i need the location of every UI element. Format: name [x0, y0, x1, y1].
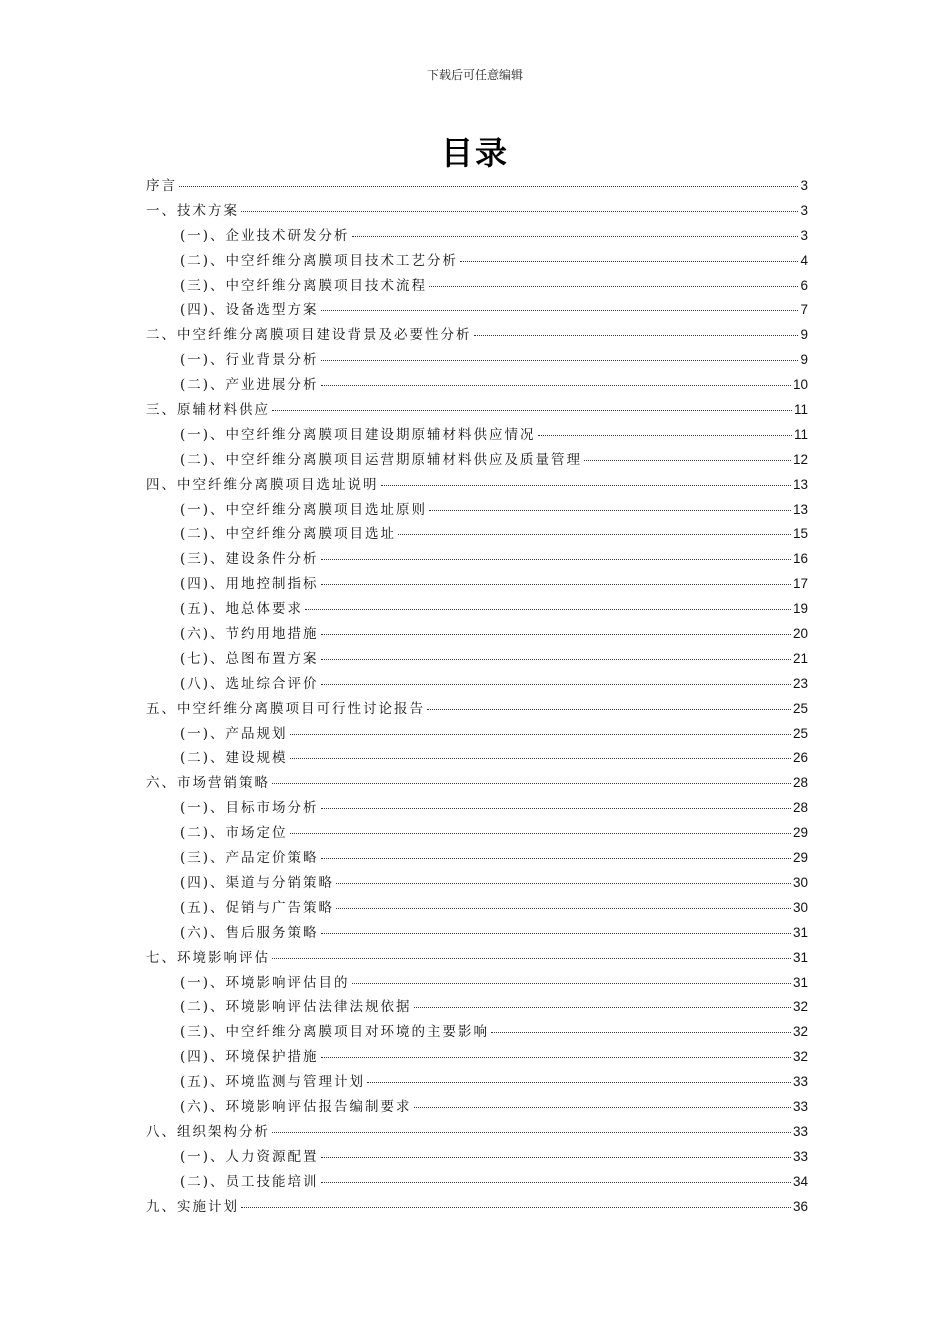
toc-entry[interactable]: [146, 672, 808, 697]
toc-entry-label: (四)、用地控制指标: [180, 576, 319, 593]
toc-entry-label: (二)、环境影响评估法律法规依据: [180, 999, 412, 1016]
toc-entry[interactable]: [146, 298, 808, 323]
toc-entry[interactable]: [146, 995, 808, 1020]
toc-entry[interactable]: [146, 871, 808, 896]
toc-entry-page-number: 33: [792, 1074, 808, 1090]
toc-leader-dots: [427, 709, 791, 710]
toc-leader-dots: [321, 310, 799, 311]
toc-entry-label: (一)、环境影响评估目的: [180, 974, 350, 991]
toc-entry-page-number: 11: [793, 402, 808, 418]
toc-entry-label: (一)、产品规划: [180, 725, 288, 742]
toc-entry-label: (四)、环境保护措施: [180, 1049, 319, 1066]
toc-entry[interactable]: [146, 697, 808, 722]
toc-entry-page-number: 34: [792, 1173, 808, 1189]
toc-leader-dots: [336, 908, 791, 909]
toc-entry-label: (六)、节约用地措施: [180, 626, 319, 643]
toc-leader-dots: [352, 236, 799, 237]
toc-entry[interactable]: [146, 1070, 808, 1095]
toc-entry-label: (二)、中空纤维分离膜项目技术工艺分析: [180, 252, 459, 269]
toc-leader-dots: [321, 1057, 791, 1058]
toc-entry[interactable]: [146, 896, 808, 921]
toc-entry[interactable]: [146, 199, 808, 224]
toc-leader-dots: [179, 186, 798, 187]
table-of-contents: [146, 174, 808, 1219]
toc-leader-dots: [290, 734, 791, 735]
toc-leader-dots: [272, 958, 791, 959]
toc-entry-page-number: 3: [800, 178, 808, 193]
toc-entry-page-number: 3: [800, 227, 808, 243]
toc-entry-page-number: 32: [792, 1024, 808, 1040]
toc-entry-label: (一)、企业技术研发分析: [180, 227, 350, 244]
toc-entry-page-number: 36: [792, 1198, 808, 1214]
toc-entry-label: (七)、总图布置方案: [180, 650, 319, 667]
toc-leader-dots: [429, 510, 791, 511]
toc-entry-label: 八、组织架构分析: [146, 1123, 270, 1140]
toc-leader-dots: [321, 858, 791, 859]
toc-entry[interactable]: [146, 722, 808, 747]
toc-entry[interactable]: [146, 348, 808, 373]
toc-entry-page-number: 28: [792, 800, 808, 816]
toc-leader-dots: [321, 634, 791, 635]
toc-entry-label: 九、实施计划: [146, 1198, 239, 1215]
toc-entry-page-number: 28: [792, 775, 808, 791]
toc-entry[interactable]: [146, 1195, 808, 1220]
toc-leader-dots: [321, 360, 799, 361]
toc-entry-page-number: 6: [800, 277, 808, 293]
toc-entry-label: 六、市场营销策略: [146, 775, 270, 792]
toc-leader-dots: [381, 485, 791, 486]
toc-leader-dots: [398, 534, 791, 535]
toc-entry[interactable]: [146, 473, 808, 498]
toc-entry-label: (二)、中空纤维分离膜项目运营期原辅材料供应及质量管理: [180, 451, 583, 468]
toc-leader-dots: [352, 983, 791, 984]
toc-entry-page-number: 29: [792, 850, 808, 866]
toc-leader-dots: [321, 559, 791, 560]
toc-entry-label: (五)、促销与广告策略: [180, 899, 335, 916]
toc-entry[interactable]: [146, 274, 808, 299]
toc-entry-label: (二)、产业进展分析: [180, 377, 319, 394]
toc-leader-dots: [272, 783, 791, 784]
toc-entry[interactable]: [146, 174, 808, 199]
toc-leader-dots: [321, 1182, 791, 1183]
toc-entry[interactable]: [146, 796, 808, 821]
toc-entry-page-number: 13: [792, 476, 808, 492]
toc-entry-label: (四)、渠道与分销策略: [180, 874, 335, 891]
toc-entry-label: (六)、环境影响评估报告编制要求: [180, 1098, 412, 1115]
toc-leader-dots: [584, 460, 791, 461]
toc-leader-dots: [241, 1207, 791, 1208]
toc-leader-dots: [305, 609, 791, 610]
toc-entry-label: (一)、中空纤维分离膜项目建设期原辅材料供应情况: [180, 426, 536, 443]
toc-leader-dots: [272, 1132, 791, 1133]
toc-leader-dots: [321, 385, 791, 386]
toc-entry-page-number: 7: [800, 302, 808, 318]
toc-entry-label: 五、中空纤维分离膜项目可行性讨论报告: [146, 700, 425, 717]
toc-entry-label: 四、中空纤维分离膜项目选址说明: [146, 476, 379, 493]
toc-entry[interactable]: [146, 224, 808, 249]
toc-entry-page-number: 13: [792, 501, 808, 517]
toc-leader-dots: [321, 1157, 791, 1158]
toc-entry-page-number: 26: [792, 750, 808, 766]
toc-entry-label: (一)、目标市场分析: [180, 800, 319, 817]
toc-entry[interactable]: [146, 771, 808, 796]
toc-entry-label: (二)、中空纤维分离膜项目选址: [180, 526, 397, 543]
toc-entry-label: (一)、中空纤维分离膜项目选址原则: [180, 501, 428, 518]
toc-entry-page-number: 33: [792, 1123, 808, 1139]
toc-entry-page-number: 20: [792, 626, 808, 642]
toc-leader-dots: [367, 1082, 791, 1083]
toc-entry-label: (三)、产品定价策略: [180, 850, 319, 867]
toc-entry-page-number: 16: [792, 551, 808, 567]
toc-entry-label: (一)、人力资源配置: [180, 1148, 319, 1165]
toc-entry-label: 七、环境影响评估: [146, 949, 270, 966]
toc-leader-dots: [290, 833, 791, 834]
toc-leader-dots: [272, 410, 792, 411]
toc-entry-page-number: 30: [792, 874, 808, 890]
toc-leader-dots: [241, 211, 798, 212]
toc-entry-page-number: 29: [792, 825, 808, 841]
toc-entry[interactable]: [146, 547, 808, 572]
toc-entry[interactable]: [146, 1020, 808, 1045]
toc-entry-page-number: 31: [792, 949, 808, 965]
toc-leader-dots: [321, 933, 791, 934]
toc-entry-page-number: 12: [792, 451, 808, 467]
toc-entry-page-number: 31: [792, 974, 808, 990]
toc-leader-dots: [414, 1107, 791, 1108]
toc-leader-dots: [321, 584, 791, 585]
toc-entry-page-number: 25: [792, 725, 808, 741]
toc-entry-page-number: 21: [792, 650, 808, 666]
toc-entry-label: (六)、售后服务策略: [180, 924, 319, 941]
toc-leader-dots: [538, 435, 792, 436]
toc-entry-page-number: 33: [792, 1148, 808, 1164]
toc-entry-page-number: 15: [792, 526, 808, 542]
toc-entry-page-number: 32: [792, 1049, 808, 1065]
toc-entry-label: 序言: [146, 178, 177, 194]
toc-leader-dots: [321, 659, 791, 660]
toc-entry[interactable]: [146, 821, 808, 846]
toc-entry[interactable]: [146, 423, 808, 448]
toc-entry-page-number: 19: [792, 601, 808, 617]
toc-entry-label: (三)、建设条件分析: [180, 551, 319, 568]
toc-entry-label: (八)、选址综合评价: [180, 675, 319, 692]
toc-leader-dots: [336, 883, 791, 884]
toc-entry-page-number: 9: [800, 327, 808, 343]
toc-entry[interactable]: [146, 746, 808, 771]
toc-leader-dots: [290, 758, 791, 759]
toc-entry-label: (一)、行业背景分析: [180, 352, 319, 369]
toc-entry[interactable]: [146, 323, 808, 348]
toc-entry[interactable]: [146, 622, 808, 647]
toc-entry[interactable]: [146, 1145, 808, 1170]
toc-entry[interactable]: [146, 1170, 808, 1195]
toc-leader-dots: [460, 261, 798, 262]
toc-entry[interactable]: [146, 498, 808, 523]
toc-entry-label: (三)、中空纤维分离膜项目对环境的主要影响: [180, 1024, 490, 1041]
toc-entry-label: (五)、地总体要求: [180, 601, 304, 618]
toc-leader-dots: [474, 335, 799, 336]
toc-entry[interactable]: [146, 1120, 808, 1145]
toc-entry[interactable]: [146, 597, 808, 622]
toc-entry[interactable]: [146, 1045, 808, 1070]
toc-entry-page-number: 25: [792, 700, 808, 716]
toc-entry-label: (五)、环境监测与管理计划: [180, 1074, 366, 1091]
toc-entry[interactable]: [146, 249, 808, 274]
toc-entry-label: 三、原辅材料供应: [146, 402, 270, 419]
toc-entry[interactable]: [146, 971, 808, 996]
toc-entry[interactable]: [146, 647, 808, 672]
page-title: 目录: [440, 134, 509, 172]
toc-leader-dots: [321, 684, 791, 685]
page-header-note: 下载后可任意编辑: [426, 68, 523, 82]
toc-entry[interactable]: [146, 522, 808, 547]
toc-entry-page-number: 9: [800, 352, 808, 368]
toc-entry-page-number: 17: [792, 576, 808, 592]
toc-leader-dots: [321, 808, 791, 809]
toc-entry[interactable]: [146, 846, 808, 871]
toc-entry-label: 二、中空纤维分离膜项目建设背景及必要性分析: [146, 327, 472, 344]
toc-entry-page-number: 11: [793, 426, 808, 442]
toc-entry-page-number: 32: [792, 999, 808, 1015]
toc-entry-page-number: 30: [792, 899, 808, 915]
toc-entry-page-number: 3: [800, 202, 808, 218]
toc-entry[interactable]: [146, 398, 808, 423]
toc-entry-page-number: 4: [800, 252, 808, 268]
toc-entry[interactable]: [146, 921, 808, 946]
toc-entry-label: (二)、建设规模: [180, 750, 288, 767]
toc-entry-label: (三)、中空纤维分离膜项目技术流程: [180, 277, 428, 294]
toc-entry-page-number: 31: [792, 924, 808, 940]
toc-entry-page-number: 23: [792, 675, 808, 691]
toc-entry[interactable]: [146, 373, 808, 398]
toc-leader-dots: [429, 286, 798, 287]
toc-leader-dots: [414, 1007, 791, 1008]
toc-entry-page-number: 10: [792, 377, 808, 393]
toc-entry-page-number: 33: [792, 1098, 808, 1114]
toc-entry[interactable]: [146, 572, 808, 597]
toc-entry-label: 一、技术方案: [146, 202, 239, 219]
toc-entry-label: (二)、员工技能培训: [180, 1173, 319, 1190]
toc-entry[interactable]: [146, 448, 808, 473]
toc-leader-dots: [491, 1032, 791, 1033]
toc-entry[interactable]: [146, 1095, 808, 1120]
toc-entry[interactable]: [146, 946, 808, 971]
toc-entry-label: (四)、设备选型方案: [180, 302, 319, 319]
toc-entry-label: (二)、市场定位: [180, 825, 288, 842]
